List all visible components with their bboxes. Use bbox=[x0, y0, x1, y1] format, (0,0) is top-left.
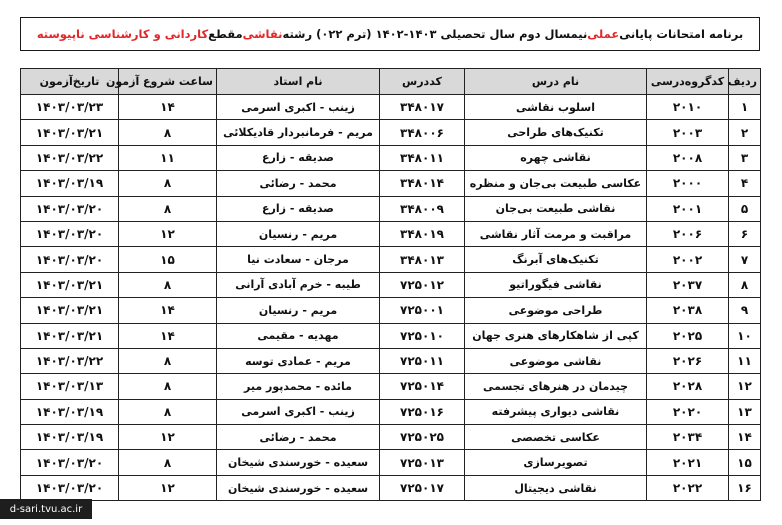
cell-course-code: ۷۲۵۰۱۳ bbox=[380, 450, 465, 475]
cell-start-time: ۸ bbox=[119, 399, 217, 424]
cell-course-code: ۷۲۵۰۱۲ bbox=[380, 272, 465, 297]
cell-group-code: ۲۰۲۸ bbox=[647, 374, 729, 399]
cell-start-time: ۱۵ bbox=[119, 247, 217, 272]
cell-row-number: ۷ bbox=[729, 247, 761, 272]
cell-exam-date: ۱۴۰۳/۰۳/۲۰ bbox=[21, 450, 119, 475]
table-row bbox=[21, 95, 761, 120]
cell-instructor: طیبه - خرم آبادی آرانی bbox=[217, 272, 380, 297]
cell-course-name: عکاسی تخصصی bbox=[465, 425, 647, 450]
cell-exam-date: ۱۴۰۳/۰۳/۲۰ bbox=[21, 221, 119, 246]
cell-group-code: ۲۰۰۳ bbox=[647, 120, 729, 145]
cell-instructor: مریم - عمادی توسه bbox=[217, 348, 380, 373]
cell-exam-date: ۱۴۰۳/۰۳/۲۱ bbox=[21, 272, 119, 297]
cell-exam-date: ۱۴۰۳/۰۳/۲۱ bbox=[21, 323, 119, 348]
title-highlight-field: نقاشی bbox=[242, 27, 283, 41]
cell-course-name: تصویرسازی bbox=[465, 450, 647, 475]
cell-start-time: ۸ bbox=[119, 348, 217, 373]
cell-instructor: مرجان - سعادت نیا bbox=[217, 247, 380, 272]
cell-course-code: ۳۴۸۰۱۱ bbox=[380, 145, 465, 170]
cell-exam-date: ۱۴۰۳/۰۳/۱۹ bbox=[21, 171, 119, 196]
table-row bbox=[21, 272, 761, 297]
cell-instructor: مهدیه - مقیمی bbox=[217, 323, 380, 348]
table-row bbox=[21, 145, 761, 170]
cell-group-code: ۲۰۳۷ bbox=[647, 272, 729, 297]
cell-course-name: نقاشی دیواری پیشرفته bbox=[465, 399, 647, 424]
cell-instructor: صدیقه - زارع bbox=[217, 196, 380, 221]
table-row bbox=[21, 171, 761, 196]
cell-row-number: ۱۵ bbox=[729, 450, 761, 475]
cell-course-name: نقاشی فیگوراتیو bbox=[465, 272, 647, 297]
cell-course-code: ۳۴۸۰۰۹ bbox=[380, 196, 465, 221]
cell-course-code: ۷۲۵۰۱۱ bbox=[380, 348, 465, 373]
cell-instructor: محمد - رضائی bbox=[217, 171, 380, 196]
cell-course-code: ۷۲۵۰۱۷ bbox=[380, 475, 465, 500]
cell-start-time: ۱۴ bbox=[119, 298, 217, 323]
cell-group-code: ۲۰۲۱ bbox=[647, 450, 729, 475]
cell-instructor: محمد - رضائی bbox=[217, 425, 380, 450]
cell-course-code: ۳۴۸۰۱۷ bbox=[380, 95, 465, 120]
cell-row-number: ۵ bbox=[729, 196, 761, 221]
cell-course-name: مراقبت و مرمت آثار نقاشی bbox=[465, 221, 647, 246]
cell-row-number: ۸ bbox=[729, 272, 761, 297]
cell-row-number: ۴ bbox=[729, 171, 761, 196]
header-course-code: کددرس bbox=[380, 69, 465, 95]
cell-start-time: ۱۱ bbox=[119, 145, 217, 170]
cell-instructor: مریم - فرمانبردار قادیکلائی bbox=[217, 120, 380, 145]
title-part-3: نیمسال دوم سال تحصیلی ۱۴۰۳-۱۴۰۲ (ترم ۰۲۲) رشته bbox=[282, 27, 588, 41]
cell-course-code: ۷۲۵۰۱۰ bbox=[380, 323, 465, 348]
cell-exam-date: ۱۴۰۳/۰۳/۲۲ bbox=[21, 348, 119, 373]
cell-row-number: ۹ bbox=[729, 298, 761, 323]
table-row bbox=[21, 425, 761, 450]
header-course-name: نام درس bbox=[465, 69, 647, 95]
header-instructor: نام استاد bbox=[217, 69, 380, 95]
cell-course-code: ۳۴۸۰۱۳ bbox=[380, 247, 465, 272]
table-row bbox=[21, 450, 761, 475]
cell-start-time: ۸ bbox=[119, 374, 217, 399]
cell-instructor: مائده - محمدپور میر bbox=[217, 374, 380, 399]
cell-instructor: زینب - اکبری اسرمی bbox=[217, 95, 380, 120]
cell-group-code: ۲۰۱۰ bbox=[647, 95, 729, 120]
cell-course-name: نقاشی طبیعت بی‌جان bbox=[465, 196, 647, 221]
cell-start-time: ۸ bbox=[119, 171, 217, 196]
cell-course-code: ۷۲۵۰۱۶ bbox=[380, 399, 465, 424]
cell-course-code: ۳۴۸۰۱۴ bbox=[380, 171, 465, 196]
cell-start-time: ۱۲ bbox=[119, 425, 217, 450]
title-highlight-practical: عملی bbox=[587, 27, 620, 41]
cell-group-code: ۲۰۰۸ bbox=[647, 145, 729, 170]
cell-instructor: زینب - اکبری اسرمی bbox=[217, 399, 380, 424]
cell-course-name: نقاشی چهره bbox=[465, 145, 647, 170]
cell-instructor: مریم - رنسیان bbox=[217, 221, 380, 246]
title-part-5: مقطع bbox=[208, 27, 243, 41]
cell-exam-date: ۱۴۰۳/۰۳/۲۳ bbox=[21, 95, 119, 120]
table-row bbox=[21, 221, 761, 246]
table-row bbox=[21, 120, 761, 145]
cell-course-name: نقاشی موضوعی bbox=[465, 348, 647, 373]
header-row-number: ردیف bbox=[729, 69, 761, 95]
table-row bbox=[21, 323, 761, 348]
cell-start-time: ۸ bbox=[119, 272, 217, 297]
cell-exam-date: ۱۴۰۳/۰۳/۲۱ bbox=[21, 120, 119, 145]
table-row bbox=[21, 374, 761, 399]
cell-course-code: ۳۴۸۰۱۹ bbox=[380, 221, 465, 246]
cell-course-name: چیدمان در هنرهای تجسمی bbox=[465, 374, 647, 399]
cell-row-number: ۱۱ bbox=[729, 348, 761, 373]
cell-row-number: ۱۲ bbox=[729, 374, 761, 399]
cell-instructor: سعیده - خورسندی شیخان bbox=[217, 475, 380, 500]
cell-group-code: ۲۰۰۲ bbox=[647, 247, 729, 272]
site-watermark: d-sari.tvu.ac.ir bbox=[0, 499, 92, 519]
cell-row-number: ۱۶ bbox=[729, 475, 761, 500]
table-row bbox=[21, 348, 761, 373]
cell-row-number: ۲ bbox=[729, 120, 761, 145]
title-highlight-degree: کاردانی و کارشناسی ناپیوسته bbox=[36, 27, 209, 41]
cell-group-code: ۲۰۰۰ bbox=[647, 171, 729, 196]
cell-group-code: ۲۰۰۶ bbox=[647, 221, 729, 246]
cell-instructor: سعیده - خورسندی شیخان bbox=[217, 450, 380, 475]
header-exam-date: تاریخ‌آزمون bbox=[21, 69, 119, 95]
cell-row-number: ۶ bbox=[729, 221, 761, 246]
table-header-row bbox=[21, 69, 761, 95]
cell-course-name: نقاشی دیجیتال bbox=[465, 475, 647, 500]
cell-row-number: ۱۳ bbox=[729, 399, 761, 424]
cell-course-name: تکنیک‌های طراحی bbox=[465, 120, 647, 145]
cell-exam-date: ۱۴۰۳/۰۳/۲۰ bbox=[21, 196, 119, 221]
cell-group-code: ۲۰۲۲ bbox=[647, 475, 729, 500]
cell-exam-date: ۱۴۰۳/۰۳/۲۲ bbox=[21, 145, 119, 170]
table-row bbox=[21, 298, 761, 323]
cell-course-code: ۷۲۵۰۰۱ bbox=[380, 298, 465, 323]
exam-schedule-table bbox=[20, 68, 761, 501]
cell-exam-date: ۱۴۰۳/۰۳/۱۹ bbox=[21, 399, 119, 424]
cell-row-number: ۳ bbox=[729, 145, 761, 170]
table-row bbox=[21, 399, 761, 424]
cell-start-time: ۸ bbox=[119, 120, 217, 145]
table-row bbox=[21, 247, 761, 272]
cell-exam-date: ۱۴۰۳/۰۳/۲۰ bbox=[21, 247, 119, 272]
cell-start-time: ۱۴ bbox=[119, 95, 217, 120]
cell-group-code: ۲۰۳۸ bbox=[647, 298, 729, 323]
cell-start-time: ۸ bbox=[119, 196, 217, 221]
cell-exam-date: ۱۴۰۳/۰۳/۲۰ bbox=[21, 475, 119, 500]
title-part-1: برنامه امتحانات پایانی bbox=[619, 27, 744, 41]
cell-exam-date: ۱۴۰۳/۰۳/۱۳ bbox=[21, 374, 119, 399]
cell-group-code: ۲۰۰۱ bbox=[647, 196, 729, 221]
cell-exam-date: ۱۴۰۳/۰۳/۲۱ bbox=[21, 298, 119, 323]
cell-course-code: ۷۲۵۰۱۴ bbox=[380, 374, 465, 399]
cell-group-code: ۲۰۲۵ bbox=[647, 323, 729, 348]
header-group-code: کدگروه‌درسی bbox=[647, 69, 729, 95]
cell-start-time: ۱۴ bbox=[119, 323, 217, 348]
cell-course-name: عکاسی طبیعت بی‌جان و منظره bbox=[465, 171, 647, 196]
table-row bbox=[21, 196, 761, 221]
cell-row-number: ۱ bbox=[729, 95, 761, 120]
cell-start-time: ۸ bbox=[119, 450, 217, 475]
cell-row-number: ۱۰ bbox=[729, 323, 761, 348]
cell-row-number: ۱۴ bbox=[729, 425, 761, 450]
page-title bbox=[20, 17, 760, 51]
cell-course-code: ۳۴۸۰۰۶ bbox=[380, 120, 465, 145]
table-row bbox=[21, 475, 761, 500]
cell-group-code: ۲۰۲۶ bbox=[647, 348, 729, 373]
cell-group-code: ۲۰۳۴ bbox=[647, 425, 729, 450]
cell-course-code: ۷۲۵۰۲۵ bbox=[380, 425, 465, 450]
cell-instructor: صدیقه - زارع bbox=[217, 145, 380, 170]
header-start-time: ساعت شروع آزمون bbox=[119, 69, 217, 95]
cell-start-time: ۱۲ bbox=[119, 475, 217, 500]
cell-group-code: ۲۰۲۰ bbox=[647, 399, 729, 424]
cell-start-time: ۱۲ bbox=[119, 221, 217, 246]
cell-course-name: کپی از شاهکارهای هنری جهان bbox=[465, 323, 647, 348]
cell-exam-date: ۱۴۰۳/۰۳/۱۹ bbox=[21, 425, 119, 450]
cell-course-name: اسلوب نقاشی bbox=[465, 95, 647, 120]
cell-instructor: مریم - رنسیان bbox=[217, 298, 380, 323]
cell-course-name: تکنیک‌های آبرنگ bbox=[465, 247, 647, 272]
cell-course-name: طراحی موضوعی bbox=[465, 298, 647, 323]
